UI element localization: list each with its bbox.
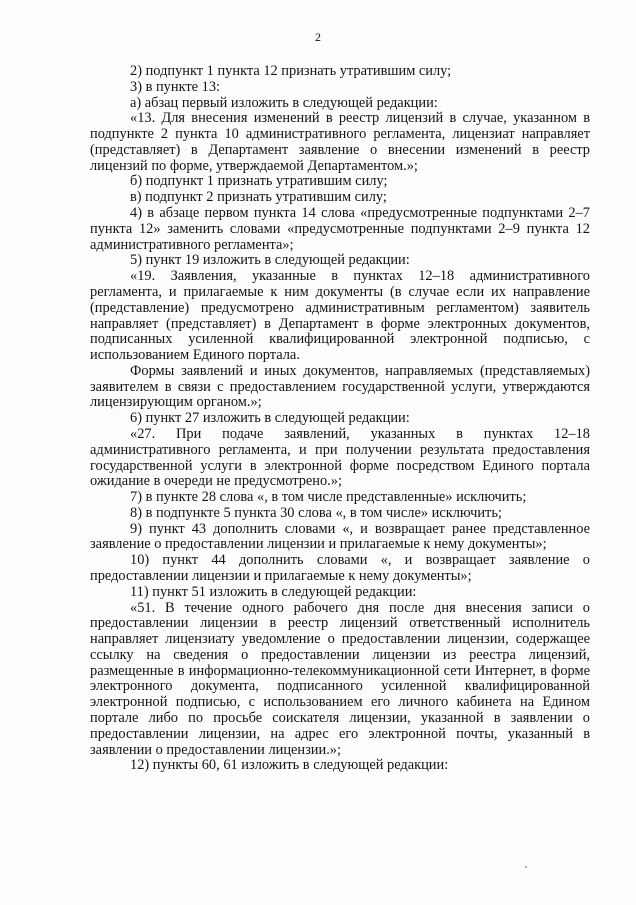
paragraph-clause-19-forms: Формы заявлений и иных документов, направляемых (представляемых) заявителем в связи с предоставлением государственной услуги, утверждаются лицензирующим органом.»; — [90, 362, 590, 411]
page-number: 2 — [315, 30, 321, 44]
paragraph-subitem-v: в) подпункт 2 признать утратившим силу; — [130, 189, 387, 206]
document-body — [90, 64, 590, 774]
paragraph-item-4: 4) в абзаце первом пункта 14 слова «предусмотренные подпунктами 2–7 пункта 12» заменить словами «предусмотренные подпунктами 2–9 пункта 12 административного регламента»; — [90, 205, 590, 253]
paragraph-clause-27: «27. При подаче заявлений, указанных в пунктах 12–18 административного регламента, и при получении результата предоставления государственной услуги в электронной форме посредством Единого портала ожидание в очереди не предусмотрено.»; — [90, 425, 590, 490]
paragraph-clause-51: «51. В течение одного рабочего дня после дня внесения записи о предоставлении лицензии в реестр лицензий ответственный исполнитель направляет лицензиату уведомление о предоставлении лицензии, содержащее ссылку на сведения о предоставлении лицензии из реестра лицензий, размещенные в информационно-телекоммуникационной сети Интернет, в форме электронного документа, подписанного усиленной квалифицированной электронной подписью, с использованием его личного кабинета на Едином портале либо по просьбе соискателя лицензии, указанной в заявлении о предоставлении лицензии, на адрес его электронной почты, указанный в заявлении о предоставлении лицензии.»; — [90, 599, 590, 758]
paragraph-item-11: 11) пункт 51 изложить в следующей редакции: — [130, 583, 417, 600]
paragraph-item-12: 12) пункты 60, 61 изложить в следующей редакции: — [130, 757, 449, 774]
paragraph-item-2: 2) подпункт 1 пункта 12 признать утратившим силу; — [130, 63, 452, 79]
paragraph-item-10: 10) пункт 44 дополнить словами «, и возвращает заявление о предоставлении лицензии и прилагаемые к нему документы»; — [90, 552, 590, 584]
paragraph-item-7: 7) в пункте 28 слова «, в том числе представленные» исключить; — [130, 489, 527, 506]
paragraph-item-9: 9) пункт 43 дополнить словами «, и возвращает ранее представленное заявление о предоставлении лицензии и прилагаемые к нему документы»; — [90, 520, 590, 553]
paragraph-item-6: 6) пункт 27 изложить в следующей редакции: — [130, 410, 410, 427]
paragraph-clause-19: «19. Заявления, указанные в пунктах 12–18 административного регламента, и прилагаемые к ним документы (в случае если их направление (представление) предусмотрено административным регламентом) заявитель направляет (представляет) в Департамент в форме электронных документов, подписанных усиленной квалифицированной электронной подписью, с использованием Единого портала. — [90, 268, 590, 364]
paragraph-subitem-a: а) абзац первый изложить в следующей редакции: — [130, 94, 438, 111]
paragraph-item-5: 5) пункт 19 изложить в следующей редакции: — [130, 252, 410, 269]
paragraph-item-3: 3) в пункте 13: — [130, 78, 221, 95]
paragraph-clause-13: «13. Для внесения изменений в реестр лицензий в случае, указанном в подпункте 2 пункта 10 административного регламента, лицензиат направляет (представляет) в Департамент заявление о внесении изменений в реестр лицензий по форме, утверждаемой Департаментом.»; — [90, 110, 590, 174]
paragraph-item-8: 8) в подпункте 5 пункта 30 слова «, в том числе» исключить; — [130, 504, 502, 521]
paragraph-subitem-b: б) подпункт 1 признать утратившим силу; — [130, 173, 388, 190]
scan-speck — [525, 866, 527, 868]
